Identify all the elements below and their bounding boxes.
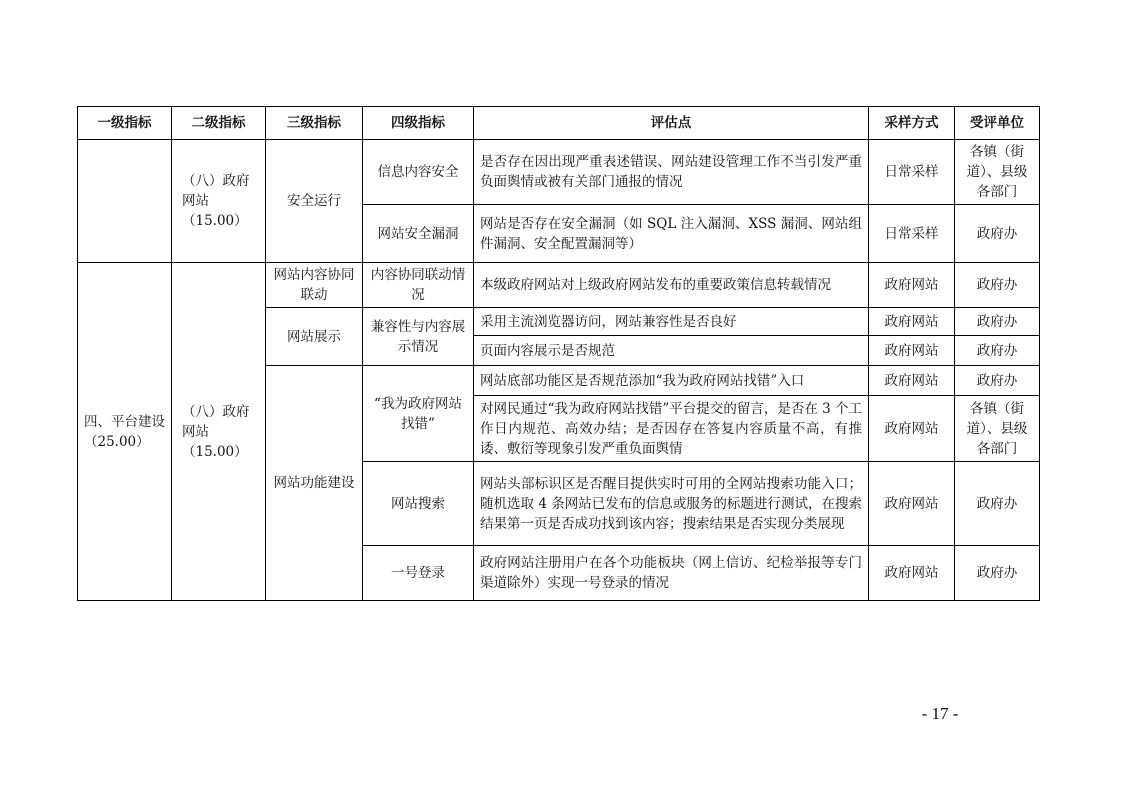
sampling-cell: 日常采样 <box>869 205 955 263</box>
sampling-cell: 政府网站 <box>869 396 955 462</box>
unit-cell: 政府办 <box>955 462 1040 546</box>
level2-cell: （八）政府网站（15.00） <box>172 140 266 263</box>
evaluation-point-cell: 页面内容展示是否规范 <box>474 336 869 366</box>
sampling-cell: 政府网站 <box>869 462 955 546</box>
level3-cell: 网站功能建设 <box>266 366 363 601</box>
sampling-cell: 政府网站 <box>869 263 955 308</box>
sampling-cell: 政府网站 <box>869 366 955 396</box>
level2-cell: （八）政府网站（15.00） <box>172 263 266 601</box>
evaluation-point-cell: 网站头部标识区是否醒目提供实时可用的全网站搜索功能入口；随机选取 4 条网站已发布的信息或服务的标题进行测试，在搜索结果第一页是否成功找到该内容；搜索结果是否实现分类展现 <box>474 462 869 546</box>
evaluation-point-cell: 本级政府网站对上级政府网站发布的重要政策信息转载情况 <box>474 263 869 308</box>
header-level4: 四级指标 <box>363 107 474 140</box>
header-level3: 三级指标 <box>266 107 363 140</box>
sampling-cell: 政府网站 <box>869 546 955 601</box>
header-evaluation-point: 评估点 <box>474 107 869 140</box>
level4-cell: “我为政府网站找错” <box>363 366 474 462</box>
level3-cell: 安全运行 <box>266 140 363 263</box>
level4-cell: 一号登录 <box>363 546 474 601</box>
level1-cell: 四、平台建设（25.00） <box>78 263 172 601</box>
header-level2: 二级指标 <box>172 107 266 140</box>
evaluation-point-cell: 对网民通过“我为政府网站找错”平台提交的留言，是否在 3 个工作日内规范、高效办结；是否因存在答复内容质量不高，有推诿、敷衍等现象引发严重负面舆情 <box>474 396 869 462</box>
header-sampling-method: 采样方式 <box>869 107 955 140</box>
page-number: - 17 - <box>921 704 959 723</box>
level4-cell: 网站安全漏洞 <box>363 205 474 263</box>
level3-cell: 网站展示 <box>266 308 363 366</box>
evaluation-point-cell: 网站是否存在安全漏洞（如 SQL 注入漏洞、XSS 漏洞、网站组件漏洞、安全配置漏洞等） <box>474 205 869 263</box>
level4-cell: 兼容性与内容展示情况 <box>363 308 474 366</box>
evaluation-point-cell: 政府网站注册用户在各个功能板块（网上信访、纪检举报等专门渠道除外）实现一号登录的情况 <box>474 546 869 601</box>
evaluation-point-cell: 采用主流浏览器访问，网站兼容性是否良好 <box>474 308 869 336</box>
unit-cell: 各镇（街道）、县级各部门 <box>955 140 1040 205</box>
unit-cell: 政府办 <box>955 546 1040 601</box>
evaluation-point-cell: 是否存在因出现严重表述错误、网站建设管理工作不当引发严重负面舆情或被有关部门通报的情况 <box>474 140 869 205</box>
unit-cell: 政府办 <box>955 263 1040 308</box>
sampling-cell: 日常采样 <box>869 140 955 205</box>
unit-cell: 政府办 <box>955 366 1040 396</box>
evaluation-indicator-table <box>77 106 1040 601</box>
level4-cell: 信息内容安全 <box>363 140 474 205</box>
header-evaluated-unit: 受评单位 <box>955 107 1040 140</box>
sampling-cell: 政府网站 <box>869 336 955 366</box>
sampling-cell: 政府网站 <box>869 308 955 336</box>
unit-cell: 政府办 <box>955 336 1040 366</box>
level4-cell: 网站搜索 <box>363 462 474 546</box>
header-level1: 一级指标 <box>78 107 172 140</box>
table-row <box>78 140 1040 205</box>
level4-cell: 内容协同联动情况 <box>363 263 474 308</box>
unit-cell: 政府办 <box>955 205 1040 263</box>
level3-cell: 网站内容协同联动 <box>266 263 363 308</box>
level1-cell-empty <box>78 140 172 263</box>
unit-cell: 各镇（街道）、县级各部门 <box>955 396 1040 462</box>
unit-cell: 政府办 <box>955 308 1040 336</box>
evaluation-point-cell: 网站底部功能区是否规范添加“我为政府网站找错”入口 <box>474 366 869 396</box>
table-row <box>78 263 1040 308</box>
table-header-row <box>78 107 1040 140</box>
